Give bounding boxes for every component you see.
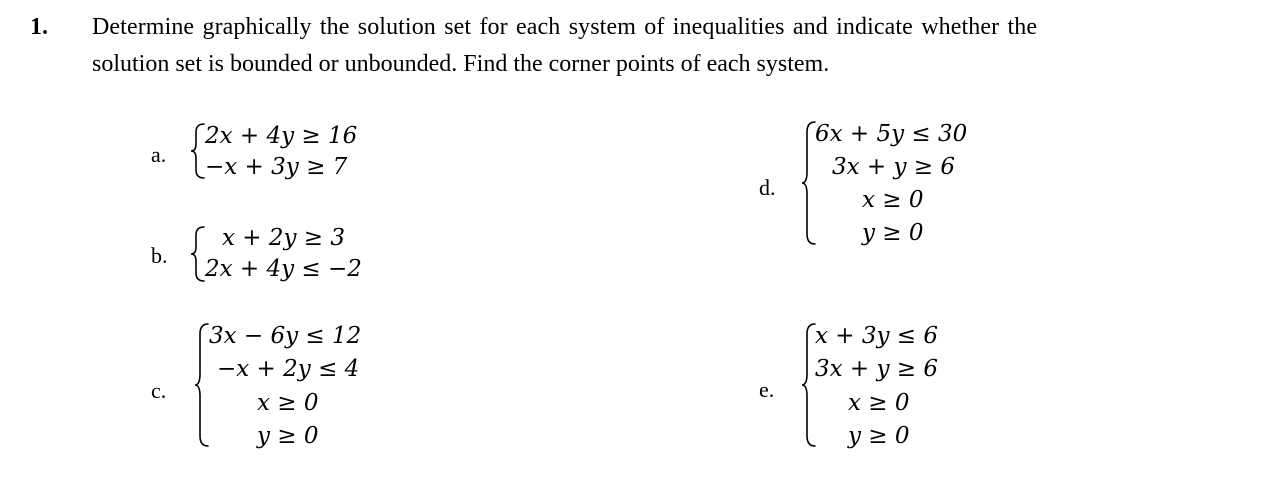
part-c-row-2: −x + 2y ≤ 4 (217, 356, 360, 382)
part-d-label: d. (759, 175, 776, 200)
part-d-row-3: x ≥ 0 (862, 187, 924, 213)
left-brace-icon (190, 225, 206, 283)
part-c-row-4: y ≥ 0 (257, 423, 319, 449)
left-brace-icon (194, 322, 210, 448)
part-b-row-2: 2x + 4y ≤ −2 (205, 256, 362, 282)
part-d-row-1: 6x + 5y ≤ 30 (815, 121, 968, 147)
left-brace-icon (190, 122, 206, 180)
part-e-row-2: 3x + y ≥ 6 (815, 356, 939, 382)
part-d-row-4: y ≥ 0 (862, 220, 924, 246)
question-number: 1. (30, 14, 48, 40)
part-c-label: c. (151, 378, 167, 403)
part-d-row-2: 3x + y ≥ 6 (832, 154, 956, 180)
part-b-row-1: x + 2y ≥ 3 (222, 225, 346, 251)
part-e-row-3: x ≥ 0 (848, 390, 910, 416)
part-e-label: e. (759, 377, 775, 402)
part-c-row-1: 3x − 6y ≤ 12 (209, 323, 362, 349)
part-c-row-3: x ≥ 0 (257, 390, 319, 416)
question-text-line-1: Determine graphically the solution set for each system of inequalities and indicate whether the (92, 14, 1038, 40)
part-e-row-4: y ≥ 0 (848, 423, 910, 449)
part-e-row-1: x + 3y ≤ 6 (815, 323, 939, 349)
part-a-row-1: 2x + 4y ≥ 16 (205, 123, 358, 149)
question-text-line-2: solution set is bounded or unbounded. Find the corner points of each system. (92, 51, 830, 77)
part-a-label: a. (151, 142, 167, 167)
part-a-row-2: −x + 3y ≥ 7 (205, 154, 348, 180)
part-b-label: b. (151, 243, 168, 268)
